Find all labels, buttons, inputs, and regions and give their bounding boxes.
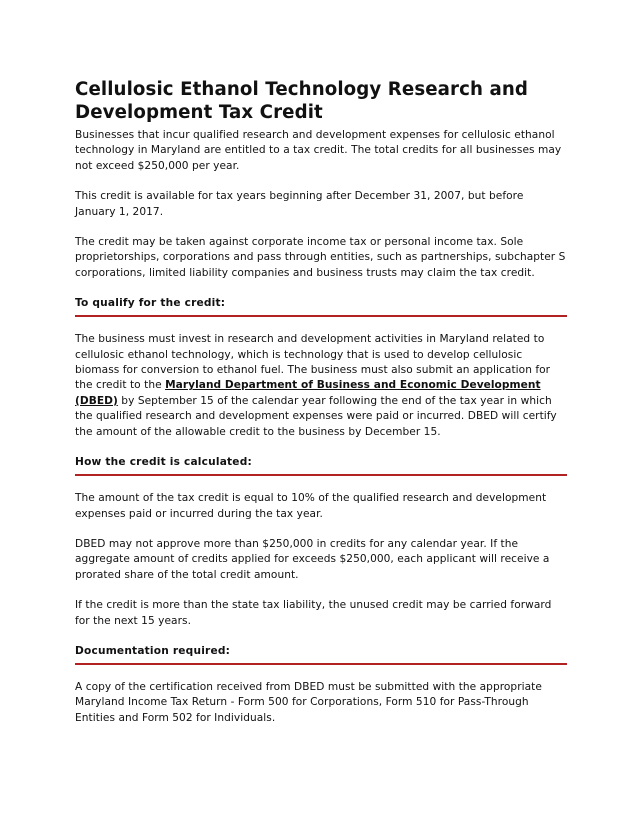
section-heading-qualify: To qualify for the credit: (75, 296, 567, 317)
section-heading-documentation: Documentation required: (75, 644, 567, 665)
qualify-text-after-link: by September 15 of the calendar year following the end of the tax year in which the qualified research and development expenses were paid or incurred. DBED will certify the amount of the allowable credit to the business by December 15. (75, 394, 557, 438)
documentation-paragraph: A copy of the certification received from DBED must be submitted with the appropriate Maryland Income Tax Return - Form 500 for Corporations, Form 510 for Pass-Through Entities and Form 502 for Individuals. (75, 680, 542, 724)
qualify-paragraph (75, 332, 567, 440)
intro-paragraph-2: This credit is available for tax years beginning after December 31, 2007, but before January 1, 2017. (75, 190, 524, 218)
document-page (75, 78, 567, 741)
intro-paragraph-3: The credit may be taken against corporate income tax or personal income tax. Sole proprietorships, corporations and pass through entities, such as partnerships, subchapter S corporations, limited liability companies and business trusts may claim the tax credit. (75, 236, 566, 279)
intro-paragraph-1: Businesses that incur qualified research and development expenses for cellulosic ethanol technology in Maryland are entitled to a tax credit. The total credits for all businesses may not exceed $250,000 per year. (75, 129, 562, 172)
section-heading-calculated: How the credit is calculated: (75, 455, 567, 476)
qualify-text-before-link: The business must invest in research and development activities in Maryland related to cellulosic ethanol technology, which is technology that is used to develop cellulosic biomass for conversion to ethanol fuel. The business must also submit an application for the credit to the (75, 333, 551, 392)
dbed-link[interactable]: Maryland Department of Business and Economic Development (DBED) (75, 379, 541, 407)
calculated-paragraph-3: If the credit is more than the state tax liability, the unused credit may be carried forward for the next 15 years. (75, 599, 552, 627)
calculated-paragraph-1: The amount of the tax credit is equal to 10% of the qualified research and development expenses paid or incurred during the tax year. (75, 492, 547, 520)
page-title: Cellulosic Ethanol Technology Research and Development Tax Credit (75, 79, 529, 123)
calculated-paragraph-2: DBED may not approve more than $250,000 in credits for any calendar year. If the aggregate amount of credits applied for exceeds $250,000, each applicant will receive a prorated share of the total credit amount. (75, 537, 550, 581)
